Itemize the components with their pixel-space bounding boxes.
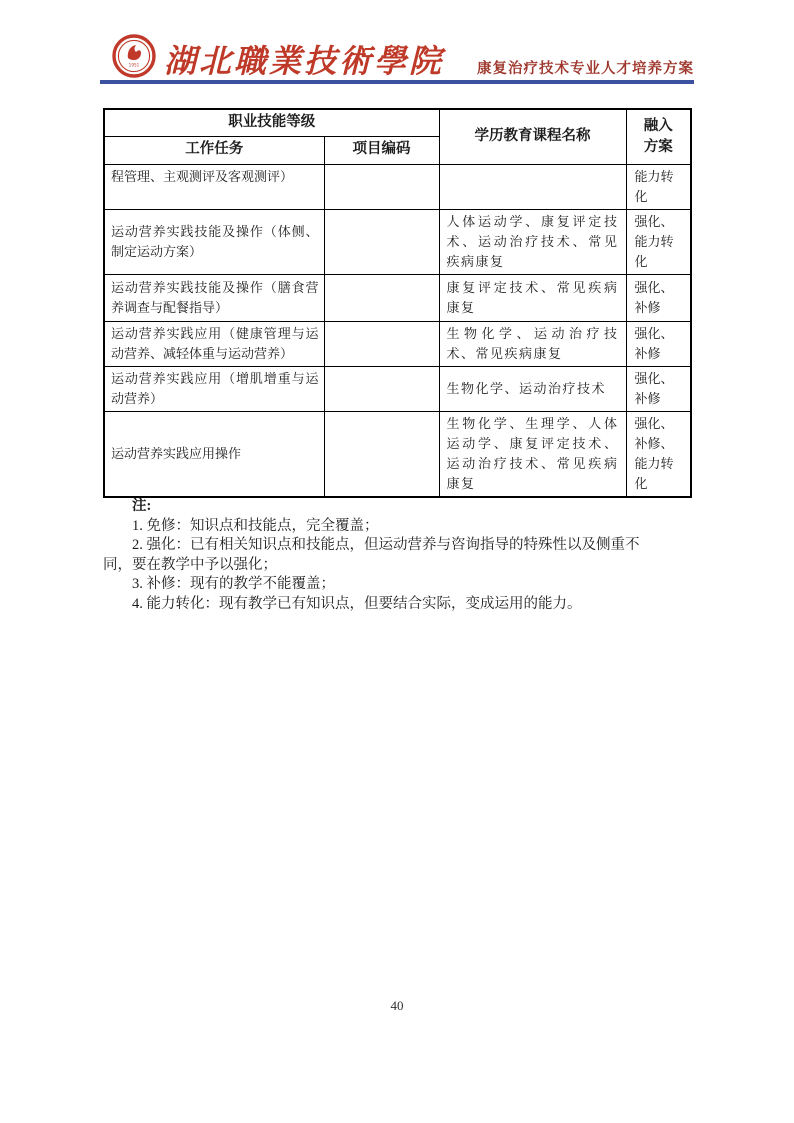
note-item: 1. 免修：知识点和技能点，完全覆盖； [132, 517, 379, 534]
masthead [100, 32, 694, 80]
header-rule [100, 80, 694, 84]
col-header-plan: 融入方案 [626, 109, 691, 164]
courses-cell: 康复评定技术、常见疾病康复 [439, 274, 626, 321]
document-title: 康复治疗技术专业人才培养方案 [477, 61, 694, 77]
table-row [104, 366, 691, 411]
skill-course-table [103, 108, 692, 498]
note-item: 2. 强化：已有相关知识点和技能点，但运动营养与咨询指导的特殊性以及侧重不同，要在教学中予以强化； [103, 537, 640, 573]
plan-cell: 强化、补修 [626, 274, 691, 321]
col-header-courses: 学历教育课程名称 [439, 109, 626, 164]
task-cell: 运动营养实践应用（增肌增重与运动营养） [104, 366, 324, 411]
table-header-row-1 [104, 109, 691, 136]
page-number: 40 [390, 998, 404, 1013]
col-header-task: 工作任务 [104, 136, 324, 164]
task-cell: 运动营养实践应用（健康管理与运动营养、减轻体重与运动营养） [104, 321, 324, 366]
code-cell [324, 164, 439, 209]
courses-cell: 生物化学、运动治疗技术、常见疾病康复 [439, 321, 626, 366]
plan-cell: 强化、能力转化 [626, 209, 691, 274]
task-cell: 程管理、主观测评及客观测评） [104, 164, 324, 209]
plan-cell: 强化、补修 [626, 321, 691, 366]
school-seal-icon [112, 34, 156, 78]
notes-label: 注: [132, 498, 152, 514]
code-cell [324, 209, 439, 274]
courses-cell: 生物化学、生理学、人体运动学、康复评定技术、运动治疗技术、常见疾病康复 [439, 411, 626, 497]
notes-section [103, 497, 651, 614]
code-cell [324, 411, 439, 497]
task-cell: 运动营养实践技能及操作（膳食营养调查与配餐指导） [104, 274, 324, 321]
plan-cell: 能力转化 [626, 164, 691, 209]
plan-cell: 强化、补修 [626, 366, 691, 411]
svg-text:1951: 1951 [128, 62, 140, 68]
code-cell [324, 366, 439, 411]
col-header-skill-level: 职业技能等级 [104, 109, 439, 136]
school-name: 湖北職業技術學院 [164, 43, 445, 79]
courses-cell [439, 164, 626, 209]
task-cell: 运动营养实践应用操作 [104, 411, 324, 497]
table-row [104, 321, 691, 366]
plan-cell: 强化、补修、能力转化 [626, 411, 691, 497]
code-cell [324, 274, 439, 321]
note-item: 4. 能力转化：现有教学已有知识点，但要结合实际，变成运用的能力。 [132, 595, 582, 612]
code-cell [324, 321, 439, 366]
note-item: 3. 补修：现有的教学不能覆盖； [132, 576, 335, 592]
table-row [104, 209, 691, 274]
col-header-code: 项目编码 [324, 136, 439, 164]
table-row [104, 411, 691, 497]
table-row [104, 164, 691, 209]
courses-cell: 生物化学、运动治疗技术 [439, 366, 626, 411]
table-row [104, 274, 691, 321]
courses-cell: 人体运动学、康复评定技术、运动治疗技术、常见疾病康复 [439, 209, 626, 274]
task-cell: 运动营养实践技能及操作（体侧、制定运动方案） [104, 209, 324, 274]
